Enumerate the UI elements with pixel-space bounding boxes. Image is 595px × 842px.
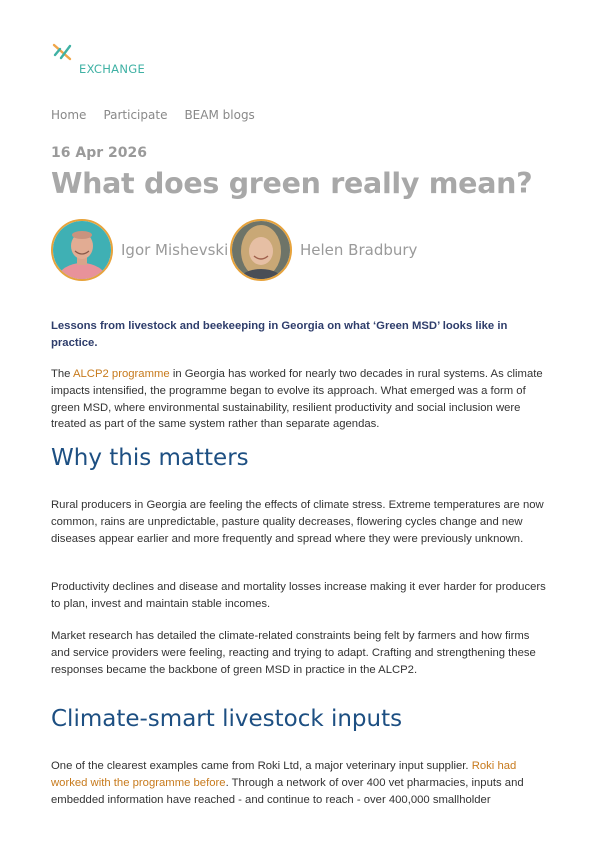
roki-programme-link[interactable]: Roki had worked with the programme before xyxy=(51,760,517,789)
text: The xyxy=(51,368,73,380)
nav-item-participate[interactable]: Participate xyxy=(103,108,168,122)
alcp2-programme-link[interactable]: ALCP2 programme xyxy=(72,368,170,380)
nav-item-home[interactable]: Home xyxy=(51,108,87,122)
author-photo-icon xyxy=(53,221,111,279)
paragraph-market-research: Market research has detailed the climate-related constraints being felt by farmers and how firms and service providers were feeling, reacting and trying to adapt. Crafting and strengthening these responses became the backbone of green MSD in practice in the ALCP2. xyxy=(51,630,536,676)
article-lede: Lessons from livestock and beekeeping in Georgia on what ‘Green MSD’ looks like in practice. xyxy=(51,320,508,349)
text: One of the clearest examples came from Roki Ltd, a major veterinary input supplier. xyxy=(51,760,472,772)
brand-name: EXCHANGE xyxy=(79,62,146,76)
avatar xyxy=(51,219,113,281)
author-photo-icon xyxy=(232,221,290,279)
text: . Through a network of over 400 vet pharmacies, inputs and embedded information have reached - and continue to reach - over 400,000 smallholder xyxy=(51,776,524,806)
author-igor[interactable] xyxy=(51,218,228,282)
author-name: Helen Bradbury xyxy=(300,241,418,259)
article-date: 16 Apr 2026 xyxy=(51,145,147,161)
avatar xyxy=(230,219,292,281)
exchange-mark-icon xyxy=(51,43,73,61)
heading-climate-smart-inputs: Climate-smart livestock inputs xyxy=(51,706,403,732)
text: in Georgia has worked for nearly two decades in rural systems. As climate impacts intensified, the programme began to evolve its approach. What emerged was a form of green MSD, where environmental sustainability, resilient productivity and social inclusion were treated as part of the same system rather than separate agendas. xyxy=(51,368,543,431)
author-helen[interactable] xyxy=(230,218,417,282)
paragraph-climate-stress: Rural producers in Georgia are feeling the effects of climate stress. Extreme temperatures are now common, rains are unpredictable, pasture quality decreases, flowering cycles change and new diseases appear earlier and more frequently and spread where they were previously unknown. xyxy=(51,499,544,545)
article-title: What does green really mean? xyxy=(51,167,533,200)
main-nav xyxy=(51,108,272,122)
paragraph-productivity: Productivity declines and disease and mortality losses increase making it ever harder for producers to plan, invest and maintain stable incomes. xyxy=(51,581,546,610)
exchange-logo[interactable] xyxy=(51,43,161,79)
paragraph-roki xyxy=(51,758,551,808)
nav-item-beam-blogs[interactable]: BEAM blogs xyxy=(184,108,255,122)
heading-why-this-matters: Why this matters xyxy=(51,445,249,471)
author-name: Igor Mishevski xyxy=(121,241,229,259)
paragraph-intro xyxy=(51,366,551,433)
